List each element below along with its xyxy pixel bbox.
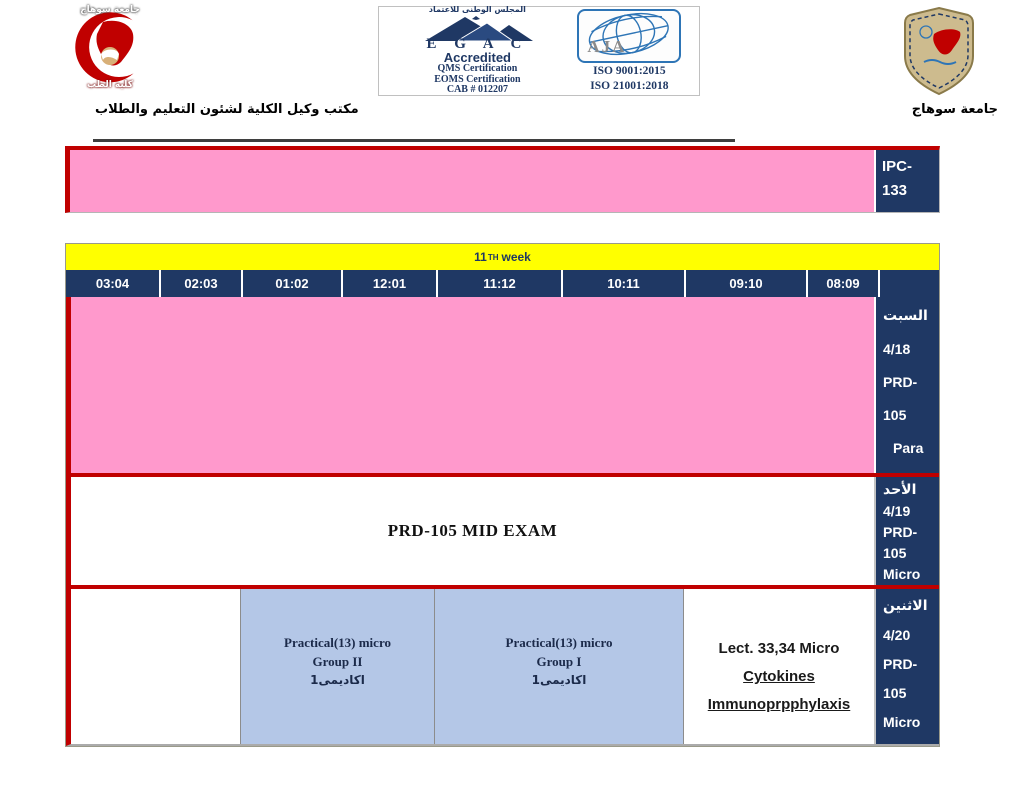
practical-line: اكاديمى1	[531, 673, 587, 687]
egac-cert-line: EOMS Certification	[434, 73, 521, 85]
practical-line: Practical(13) micro	[284, 635, 391, 650]
sohag-university-logo	[902, 6, 976, 96]
practical-line: Group I	[536, 654, 582, 669]
time-cell: 12:01	[341, 270, 436, 297]
course-line: 105	[883, 407, 907, 423]
med-logo-faculty-text: كلية الطب	[87, 80, 133, 90]
day-name: الاثنين	[883, 598, 928, 614]
ipc-banner-pink-area	[70, 150, 874, 212]
course-line: 105	[883, 685, 907, 701]
lecture-cell	[684, 589, 874, 744]
aja-frame	[577, 9, 681, 63]
mid-exam-text: PRD-105 MID EXAM	[387, 521, 558, 540]
week-schedule-table	[65, 243, 940, 747]
course-line: 105	[883, 545, 907, 561]
iso-line: ISO 9001:2015	[593, 64, 666, 77]
lecture-title: Lect. 33,34 Micro	[718, 640, 840, 657]
day-name: السبت	[883, 308, 928, 324]
practical-line: اكاديمى1	[310, 673, 365, 687]
time-cell-day-column	[878, 270, 939, 297]
day-row-monday	[66, 589, 939, 746]
med-logo-university-text: جامعة سوهاج	[80, 5, 140, 15]
time-cell: 02:03	[159, 270, 241, 297]
day-date: 4/18	[883, 341, 911, 357]
egac-cert-line: CAB # 012207	[446, 84, 508, 96]
iso-line: ISO 21001:2018	[590, 80, 669, 92]
aja-logo	[568, 9, 691, 94]
sunday-content	[71, 477, 874, 585]
practical-group2-cell	[241, 589, 435, 744]
time-cell: 09:10	[684, 270, 806, 297]
monday-empty-cell	[71, 589, 241, 744]
aja-name: AJA	[587, 36, 627, 56]
day-cell-sunday	[876, 477, 939, 585]
ipc-code-cell	[876, 150, 939, 212]
day-row-saturday	[66, 297, 939, 477]
shield-icon	[902, 6, 976, 96]
egac-letters: E G A C	[426, 35, 529, 52]
week-word: week	[501, 250, 531, 264]
course-line: PRD-	[883, 374, 918, 390]
course-line: Para	[893, 440, 924, 456]
week-number: 11	[474, 250, 487, 264]
monday-content	[71, 589, 874, 744]
course-line: PRD-	[883, 524, 918, 540]
egac-accredited-label: Accredited	[443, 49, 511, 65]
time-cell: 03:04	[95, 276, 130, 291]
practical-line: Group II	[312, 654, 363, 669]
time-cell: 10:11	[561, 270, 684, 297]
egac-logo	[387, 6, 568, 95]
office-label: مكتب وكيل الكلية لشئون التعليم والطلاب	[95, 102, 359, 117]
day-row-sunday	[66, 477, 939, 589]
university-label: جامعة سوهاج	[911, 102, 998, 117]
week-ordinal-suffix: TH	[487, 252, 499, 262]
header-divider	[93, 139, 735, 142]
saturday-content	[71, 297, 874, 473]
time-cell: 08:09	[806, 270, 878, 297]
course-line: Micro	[883, 566, 921, 582]
lecture-topic: Immunoprpphylaxis	[707, 696, 851, 713]
course-line: PRD-	[883, 656, 918, 672]
day-cell-monday	[876, 589, 939, 744]
egac-arabic-arc-text: المجلس الوطنى للاعتماد	[428, 5, 526, 15]
time-cell: 11:12	[436, 270, 561, 297]
ipc-code-line: 133	[882, 182, 908, 199]
ipc-code-line: IPC-	[882, 158, 912, 175]
time-header-row	[66, 270, 939, 297]
day-name: الأحد	[883, 482, 917, 498]
time-cell: 01:02	[241, 270, 341, 297]
certification-box	[378, 6, 700, 96]
day-date: 4/19	[883, 503, 911, 519]
lecture-topic: Cytokines	[743, 668, 815, 685]
day-date: 4/20	[883, 627, 911, 643]
red-crescent-icon	[55, 4, 165, 90]
faculty-medicine-logo	[55, 4, 165, 90]
course-line: Micro	[883, 714, 921, 730]
ipc-banner	[65, 146, 940, 213]
practical-group1-cell	[435, 589, 684, 744]
egac-cert-line: QMS Certification	[437, 63, 518, 75]
saturday-pink-block	[71, 297, 874, 473]
day-cell-saturday	[876, 297, 939, 473]
week-title-banner	[66, 244, 939, 270]
practical-line: Practical(13) micro	[505, 635, 613, 650]
